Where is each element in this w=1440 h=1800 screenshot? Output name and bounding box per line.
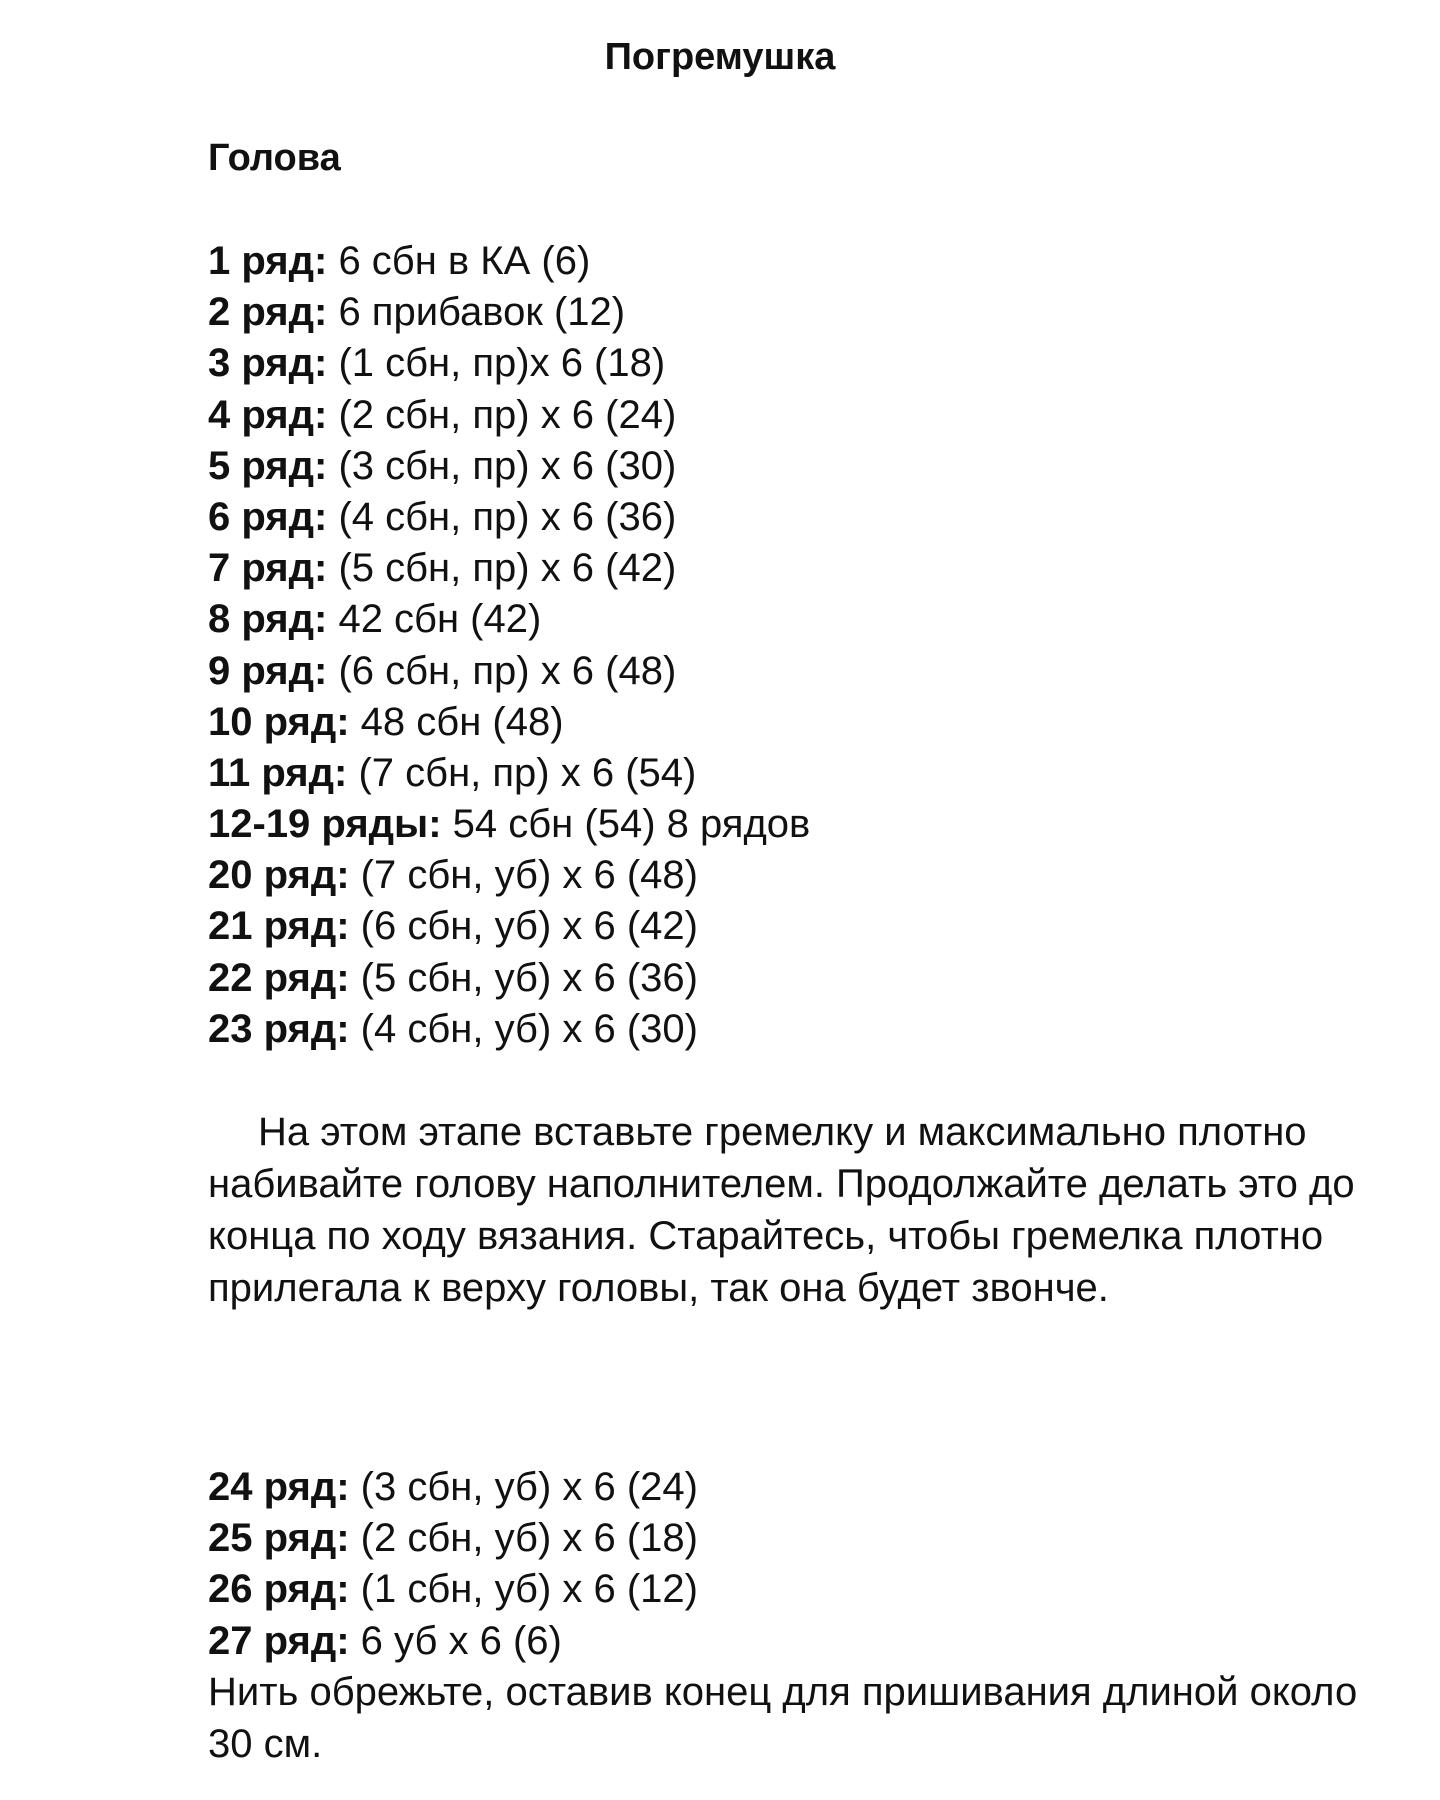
row-label: 26 ряд: bbox=[208, 1567, 350, 1612]
row-text: (4 сбн, уб) х 6 (30) bbox=[349, 1006, 698, 1051]
row-label: 9 ряд: bbox=[208, 648, 328, 693]
row-instruction bbox=[208, 441, 810, 492]
row-instruction bbox=[208, 953, 810, 1004]
row-text: (6 сбн, пр) х 6 (48) bbox=[327, 648, 677, 693]
row-text: (5 сбн, уб) х 6 (36) bbox=[349, 955, 698, 1000]
row-label: 1 ряд: bbox=[208, 239, 328, 283]
row-text: (2 сбн, уб) х 6 (18) bbox=[349, 1516, 698, 1561]
row-text: (4 сбн, пр) х 6 (36) bbox=[327, 494, 677, 539]
row-label: 10 ряд: bbox=[208, 699, 350, 744]
row-instructions-list bbox=[208, 236, 810, 1055]
row-label: 3 ряд: bbox=[208, 341, 328, 386]
row-instruction bbox=[208, 850, 810, 901]
row-text: (5 сбн, пр) х 6 (42) bbox=[327, 546, 677, 591]
row-label: 22 ряд: bbox=[208, 955, 350, 1000]
row-text: (7 сбн, пр) х 6 (54) bbox=[347, 750, 697, 795]
row-text: 6 сбн в КА (6) bbox=[327, 239, 591, 283]
row-instruction bbox=[208, 1513, 698, 1564]
row-text: 6 прибавок (12) bbox=[327, 290, 626, 335]
row-label: 2 ряд: bbox=[208, 290, 328, 335]
row-text: 6 уб х 6 (6) bbox=[349, 1618, 562, 1663]
stuffing-note: На этом этапе вставьте гремелку и максимально плотно набивайте голову наполнителем. Продолжайте делать это до конца по ходу вязания. Старайтесь, чтобы гремелка плотно прилегала к верху головы, так она будет звонче. bbox=[208, 1110, 1355, 1310]
row-label: 8 ряд: bbox=[208, 597, 328, 642]
row-instruction bbox=[208, 1462, 698, 1513]
row-text: (7 сбн, уб) х 6 (48) bbox=[349, 853, 698, 898]
row-text: (1 сбн, уб) х 6 (12) bbox=[349, 1567, 698, 1612]
row-instruction bbox=[208, 287, 810, 338]
finish-note: Нить обрежьте, оставив конец для пришивания длиной около 30 см. bbox=[208, 1670, 1358, 1766]
row-instruction bbox=[208, 799, 810, 850]
row-instruction bbox=[208, 901, 810, 952]
row-label: 27 ряд: bbox=[208, 1618, 350, 1663]
document-title: Погремушка bbox=[604, 36, 836, 78]
row-label: 24 ряд: bbox=[208, 1465, 350, 1509]
row-text: (6 сбн, уб) х 6 (42) bbox=[349, 904, 698, 949]
row-instruction bbox=[208, 492, 810, 543]
row-instruction bbox=[208, 1616, 698, 1667]
row-label: 12-19 ряды: bbox=[208, 802, 442, 847]
row-label: 21 ряд: bbox=[208, 904, 350, 949]
row-instruction bbox=[208, 1004, 810, 1055]
row-label: 7 ряд: bbox=[208, 546, 328, 591]
row-label: 6 ряд: bbox=[208, 494, 328, 539]
row-text: (3 сбн, уб) х 6 (24) bbox=[349, 1465, 698, 1509]
row-instruction bbox=[208, 748, 810, 799]
row-label: 5 ряд: bbox=[208, 443, 328, 488]
row-text: (1 сбн, пр)х 6 (18) bbox=[327, 341, 666, 386]
row-instructions-list-continued bbox=[208, 1462, 698, 1667]
row-label: 23 ряд: bbox=[208, 1006, 350, 1051]
row-text: (2 сбн, пр) х 6 (24) bbox=[327, 392, 677, 437]
row-label: 11 ряд: bbox=[208, 750, 348, 795]
row-instruction bbox=[208, 1564, 698, 1615]
row-instruction bbox=[208, 697, 810, 748]
row-instruction bbox=[208, 594, 810, 645]
row-text: 42 сбн (42) bbox=[327, 597, 542, 642]
row-label: 25 ряд: bbox=[208, 1516, 350, 1561]
row-instruction bbox=[208, 543, 810, 594]
row-text: 54 сбн (54) 8 рядов bbox=[441, 802, 811, 847]
row-label: 20 ряд: bbox=[208, 853, 350, 898]
row-instruction bbox=[208, 236, 810, 287]
row-text: 48 сбн (48) bbox=[349, 699, 564, 744]
row-instruction bbox=[208, 646, 810, 697]
row-label: 4 ряд: bbox=[208, 392, 328, 437]
row-instruction bbox=[208, 338, 810, 389]
row-text: (3 сбн, пр) х 6 (30) bbox=[327, 443, 677, 488]
row-instruction bbox=[208, 390, 810, 441]
section-heading: Голова bbox=[208, 137, 341, 179]
